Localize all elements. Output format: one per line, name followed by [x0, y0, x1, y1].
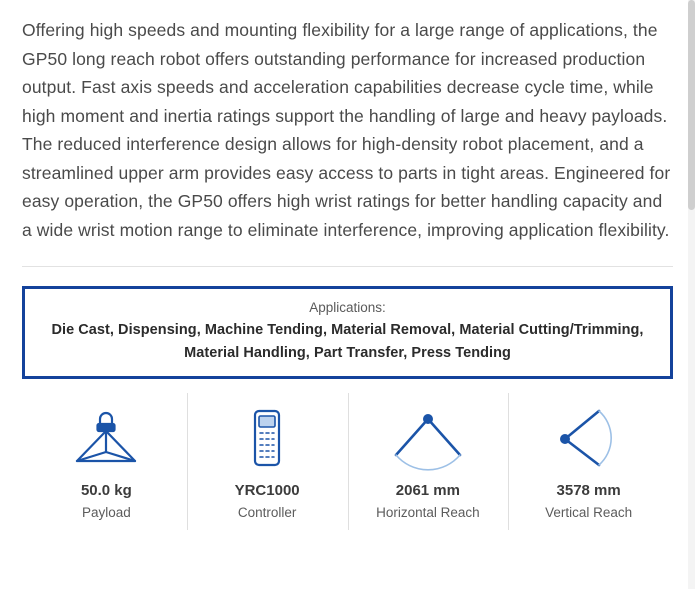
spec-label: Controller: [237, 505, 297, 520]
spec-value: 3578 mm: [556, 482, 621, 499]
vertical-reach-icon: [514, 399, 663, 477]
spec-value: 2061 mm: [395, 482, 460, 499]
spec-payload: [26, 387, 187, 536]
applications-title: Applications:: [309, 300, 386, 315]
horizontal-reach-icon: [354, 399, 503, 477]
scrollbar-track[interactable]: [688, 0, 695, 589]
applications-box: [22, 286, 673, 379]
spec-label: Vertical Reach: [545, 505, 633, 520]
spec-label: Horizontal Reach: [376, 505, 480, 520]
applications-list-line-1: Die Cast, Dispensing, Machine Tending, Material Removal, Material Cutting/Trimming,: [51, 322, 644, 338]
spec-vertical-reach: [508, 387, 669, 536]
spec-controller: [187, 387, 348, 536]
spec-label: Payload: [81, 505, 131, 520]
controller-teach-pendant-icon: [193, 399, 342, 477]
payload-icon: [32, 399, 181, 477]
section-divider: [22, 266, 673, 267]
spec-horizontal-reach: [348, 387, 509, 536]
applications-list-line-2: Material Handling, Part Transfer, Press Tending: [184, 345, 511, 361]
spec-value: YRC1000: [234, 482, 300, 499]
spec-value: 50.0 kg: [80, 482, 132, 499]
specs-row: [22, 387, 673, 536]
scrollbar-thumb[interactable]: [688, 0, 695, 210]
product-description-text: Offering high speeds and mounting flexibility for a large range of applications, the GP50 long reach robot offers outstanding performance for increased production output. Fast axis speeds and acceleration capabilities decrease cycle time, while high moment and inertia ratings support the handling of large and heavy payloads. The reduced interference design allows for high-density robot placement, and a streamlined upper arm provides easy access to parts in tight areas. Engineered for easy operation, the GP50 offers high wrist ratings for better handling capacity and a wide wrist motion range to eliminate interference, improving application flexibility.: [22, 20, 671, 240]
